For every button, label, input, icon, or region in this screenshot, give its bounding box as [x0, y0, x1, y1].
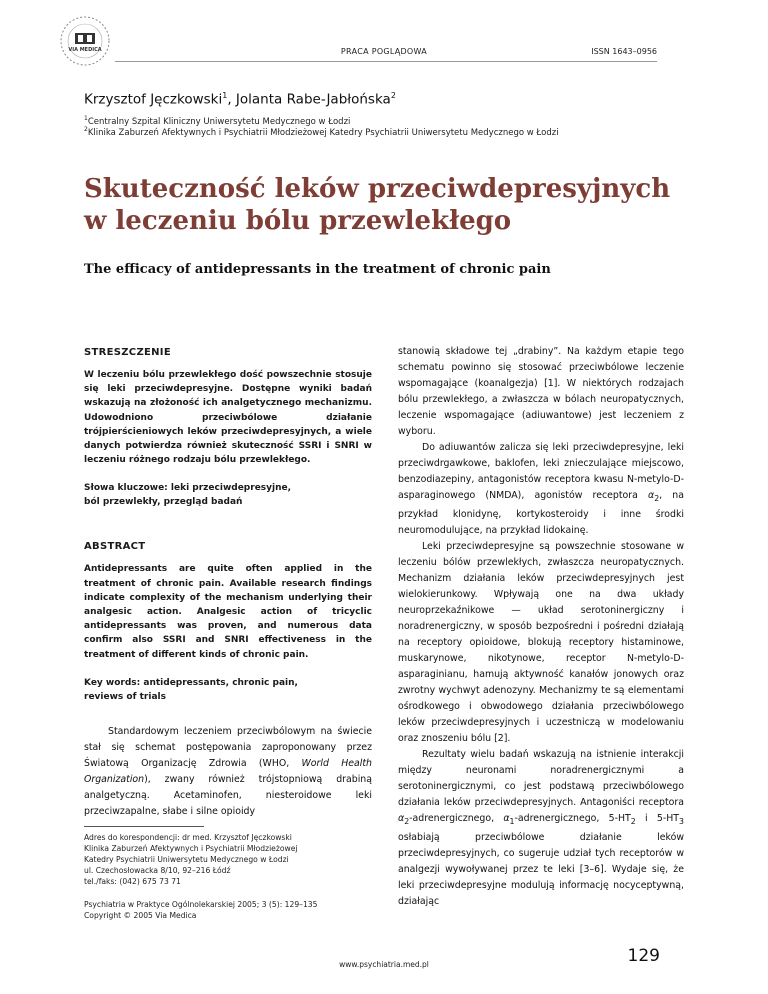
streszczenie-heading: STRESZCZENIE — [84, 347, 171, 358]
affiliation-2: $^2$Klinika Zaburzeń Afektywnych i Psychiatrii Młodzieżowej Katedry Psychiatrii Uniwersytetu Medycznego w Łodzi — [84, 126, 559, 138]
body-paragraph-2: Do adiuwantów zalicza się leki przeciwdepresyjne, leki przeciwdrgawkowe, baklofen, leki znieczulające miejscowo, benzodiazepiny, antagonistów receptora kwasu N-metylo-D-asparaginowego (NMDA), agonistów receptora $\alpha_2$, na przykład klonidynę, kortykosteroidy i inne środki neuromodulujące, na przykład lidokainę. — [398, 442, 684, 536]
page-number: 129 — [627, 946, 660, 966]
slowa-kluczowe: Słowa kluczowe: leki przeciwdepresyjne, ból przewlekły, przegląd badań — [84, 483, 292, 508]
key-words: Key words: antidepressants, chronic pain, reviews of trials — [84, 677, 298, 702]
article-subtitle: The efficacy of antidepressants in the treatment of chronic pain — [84, 262, 551, 277]
issn: ISSN 1643–0956 — [591, 47, 657, 56]
body-paragraph-1: stanowią składowe tej „drabiny”. Na każdym etapie tego schematu powinno się stosować przeciwbólowe leczenie wspomagające (koanalgezja) [1]. W niektórych rodzajach bólu przewlekłego, a zwłaszcza w bólach neuropatycznych, leczenie wspomagające (adiuwantowe) jest leczeniem z wyboru. — [398, 346, 684, 437]
article-title: Skuteczność leków przeciwdepresyjnych w leczeniu bólu przewlekłego — [84, 174, 671, 236]
body-paragraph-intro: Standardowym leczeniem przeciwbólowym na świecie stał się schemat postępowania zaproponowany przez Światową Organizację Zdrowia (WHO, World Health Organization), zwany również trójstopniową drabiną analgetyczną. Acetaminofen, niesteroidowe leki przeciwzapalne, słabe i silne opioidy — [84, 725, 372, 817]
journal-url: www.psychiatria.med.pl — [339, 960, 429, 969]
header-rule — [115, 61, 657, 62]
right-column — [398, 344, 684, 910]
streszczenie-text: W leczeniu bólu przewlekłego dość powszechnie stosuje się leki przeciwdepresyjne. Dostępne wyniki badań wskazują na złożoność ich analgetycznego mechanizmu. Udowodniono przeciwbólowe działanie trójpierścieniowych leków przeciwdepresyjnych, a wiele danych potwierdza również skuteczność SSRI i SNRI w leczeniu różnego rodzaju bólu przewlekłego. — [84, 370, 372, 466]
abstract-text: Antidepressants are quite often applied in the treatment of chronic pain. Available research findings indicate complexity of the mechanism underlying their analgesic action. Analgesic action of tricyclic antidepressants was proven, and numerous data confirm also SSRI and SNRI effectiveness in the treatment of different kinds of chronic pain. — [84, 564, 372, 660]
body-paragraph-4: Rezultaty wielu badań wskazują na istnienie interakcji między neuronami noradrenergicznymi a serotoninergicznymi, co jest podstawą przeciwbólowego działania leków przeciwdepresyjnych. Antagoniści receptora $\alpha_2$-adrenergicznego, $\alpha_1$-adrenergicznego, $5-HT_2$ i $5-HT_3$ osłabiają przeciwbólowe działanie leków przeciwdepresyjnych, co sugeruje udział tych receptorów w analgezji wywoływanej przez te leki [3–6]. Wydaje się, że leki przeciwdepresyjne modulują informację nocyceptywną, działając — [398, 748, 684, 907]
body-paragraph-3: Leki przeciwdepresyjne są powszechnie stosowane w leczeniu bólów przewlekłych, zwłaszcza neuropatycznych. Mechanizm działania leków przeciwdepresyjnych jest wielokierunkowy. Wpływają one na dwa układy neuroprzekaźnikowe — układ serotoninergiczny i noradrenergiczny, w sposób bezpośredni i pośredni działają na receptory opioidowe, blokują receptory histaminowe, muskarynowe, nikotynowe, receptor N-metylo-D-asparaginianu, hamują aktywność kanałów jonowych oraz zwrotny wychwyt adenozyny. Mechanizmy te są elementami ośrodkowego i obwodowego działania przeciwbólowego leków przeciwdepresyjnych i uczestniczą w modelowaniu oraz znoszeniu bólu [2]. — [398, 540, 684, 744]
authors: Krzysztof Jęczkowski$^1$, Jolanta Rabe-Jabłońska$^2$ — [84, 91, 396, 108]
via-medica-logo — [58, 14, 112, 68]
affiliation-1: $^1$Centralny Szpital Kliniczny Uniwersytetu Medycznego w Łodzi — [84, 115, 351, 127]
footnote-rule — [84, 826, 204, 827]
article-type: PRACA POGLĄDOWA — [340, 47, 428, 56]
svg-text:VIA MEDICA: VIA MEDICA — [68, 47, 102, 53]
correspondence-address: Adres do korespondencji: dr med. Krzysztof Jęczkowski Klinika Zaburzeń Afektywnych i Psychiatrii Młodzieżowej Katedry Psychiatrii Uniwersytetu Medycznego w Łodzi ul. Czechosłowacka 8/10, 92–216 Łódź tel./faks: (042) 675 73 71 — [84, 833, 298, 886]
left-column — [84, 347, 372, 820]
abstract-heading: ABSTRACT — [84, 541, 146, 553]
journal-citation: Psychiatria w Praktyce Ogólnolekarskiej 2005; 3 (5): 129–135 Copyright © 2005 Via Medica — [84, 900, 318, 920]
